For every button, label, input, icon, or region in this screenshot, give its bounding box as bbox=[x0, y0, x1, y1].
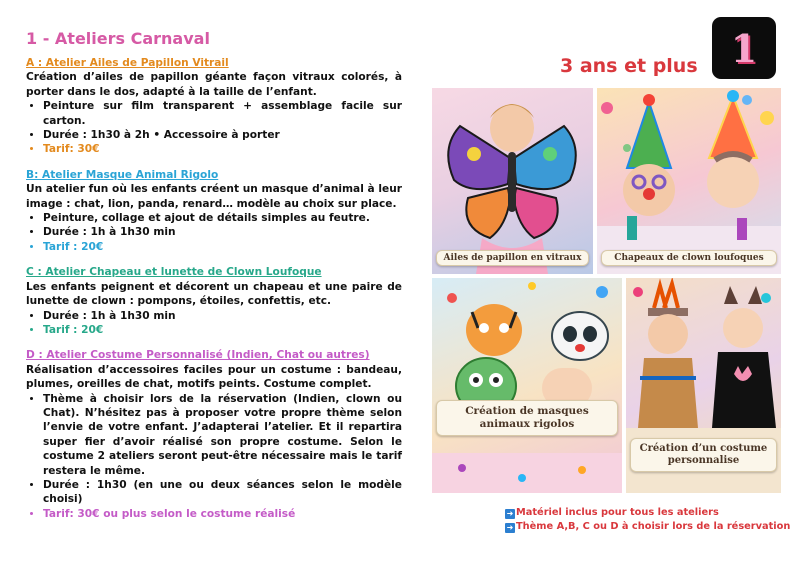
section-d-bullets bbox=[26, 392, 402, 522]
workshop-list bbox=[26, 56, 402, 532]
section-b-bullet: • Peinture, collage et ajout de détails simples au feutre. bbox=[43, 211, 402, 225]
photo-animal-masks bbox=[430, 276, 624, 495]
section-a-bullet: • Peinture sur film transparent + assemblage facile sur carton. bbox=[43, 99, 402, 128]
section-c-desc: Les enfants peignent et décorent un chapeau et une paire de lunette de clown : pompons, étoiles, confettis, etc. bbox=[26, 280, 402, 308]
photo-costumes bbox=[624, 276, 783, 495]
clown-illustration bbox=[597, 88, 781, 274]
note-text: Thème A,B, C ou D à choisir lors de la réservation bbox=[516, 521, 791, 532]
caption-animal-masks: Création de masques animaux rigolos bbox=[436, 400, 618, 436]
section-c bbox=[26, 265, 402, 337]
caption-costume: Création d’un costume personnalise bbox=[630, 438, 777, 472]
section-d-bullet: • Thème à choisir lors de la réservation (Indien, clown ou Chat). N’hésitez pas à proposer votre propre thème selon l’envie de votre enfant. J’adapterai l’atelier. Et il repartira super fier d’avoir réalisé son propre costume. Selon le costume 2 ateliers seront peut-être nécessaire mais le tarif restera le même. bbox=[43, 392, 402, 478]
section-c-tarif: • Tarif : 20€ bbox=[43, 323, 402, 337]
photo-collage bbox=[430, 86, 783, 493]
caption-butterfly: Ailes de papillon en vitraux bbox=[436, 250, 589, 266]
section-a bbox=[26, 56, 402, 157]
photo-clown-hats bbox=[595, 86, 783, 276]
page-title: 1 - Ateliers Carnaval bbox=[26, 29, 210, 48]
photo-butterfly-wings bbox=[430, 86, 595, 276]
section-b-title: B: Atelier Masque Animal Rigolo bbox=[26, 168, 219, 181]
section-b-bullet: • Durée : 1h à 1h30 min bbox=[43, 225, 402, 239]
section-d bbox=[26, 348, 402, 521]
note-item bbox=[505, 520, 790, 534]
section-c-bullet: • Durée : 1h à 1h30 min bbox=[43, 309, 402, 323]
butterfly-illustration bbox=[432, 88, 593, 274]
section-d-tarif: • Tarif: 30€ ou plus selon le costume réalisé bbox=[43, 507, 402, 521]
section-b-tarif: • Tarif : 20€ bbox=[43, 240, 402, 254]
section-a-bullets bbox=[26, 99, 402, 157]
section-a-bullet: • Durée : 1h30 à 2h • Accessoire à porter bbox=[43, 128, 402, 142]
section-a-desc: Création d’ailes de papillon géante façon vitraux colorés, à porter dans le dos, adapté à la taille de l’enfant. bbox=[26, 71, 402, 98]
section-a-tarif: • Tarif: 30€ bbox=[43, 142, 402, 156]
section-c-title: C : Atelier Chapeau et lunette de Clown Loufoque bbox=[26, 266, 322, 279]
notes bbox=[505, 506, 790, 534]
arrow-right-icon: ➜ bbox=[506, 523, 514, 532]
section-d-desc: Réalisation d’accessoires faciles pour un costume : bandeau, plumes, oreilles de chat, motifs peints. Costume complet. bbox=[26, 363, 402, 391]
section-c-bullets bbox=[26, 309, 402, 338]
section-a-title: A : Atelier Ailes de Papillon Vitrail bbox=[26, 57, 229, 69]
section-b-desc: Un atelier fun où les enfants créent un masque d’animal à leur image : chat, lion, panda, renard… modèle au choix sur place. bbox=[26, 183, 402, 210]
page-number-badge: 1 bbox=[712, 17, 776, 79]
section-d-bullet: • Durée : 1h30 (en une ou deux séances selon le modèle choisi) bbox=[43, 478, 402, 507]
section-b bbox=[26, 168, 402, 254]
age-label: 3 ans et plus bbox=[560, 55, 698, 77]
masks-illustration bbox=[432, 278, 622, 493]
section-d-title: D : Atelier Costume Personnalisé (Indien, Chat ou autres) bbox=[26, 349, 370, 362]
arrow-right-icon: ➜ bbox=[506, 509, 514, 518]
caption-clown-hats: Chapeaux de clown loufoques bbox=[601, 250, 777, 266]
note-text: Matériel inclus pour tous les ateliers bbox=[516, 507, 719, 518]
section-b-bullets bbox=[26, 211, 402, 254]
note-item bbox=[505, 506, 790, 520]
